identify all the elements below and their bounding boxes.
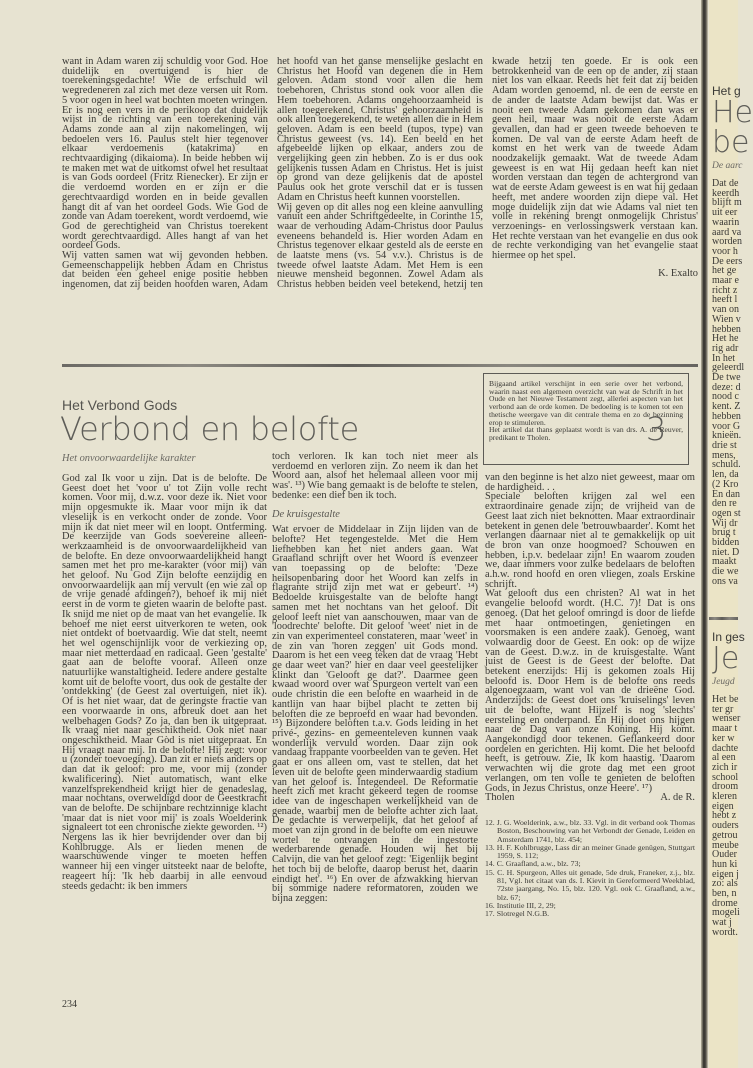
next-page-text-line: brug t (712, 527, 736, 539)
previous-article-body (62, 57, 698, 362)
next-page-text-line: getrou (712, 829, 738, 841)
next-page-text-line: deze: d (712, 381, 741, 393)
next-page-text-line: heeft l (712, 294, 738, 306)
paragraph: Wat ervoer de Middelaar in Zijn lijden van de belofte? Het tegengestelde. Met die Hem liefhebben kan het niet anders gaan. Wat Graafland schrijft over het Woord is evenzeer van toepassing op de belofte: 'Deze heilsopenbaring door het Woord kan zelfs in flagrante strijd zijn met wat er gebeurt'. ¹⁴) Bedoelde kruisgestalte van de belofte hangt samen met het nochtans van het geloof. Dit geloof leeft niet van aanschouwen, maar van de 'loodrechte' belofte. Dit geloof 'weet' niet in de zin van experimenteel constateren, maar 'weet' in de zin van 'horen zeggen' uit Gods mond. Daarom is het een veeg teken dat de vraag 'Hebt ge daar weet van?' hier en daar veel geestelijker klinkt dan 'Gelooft ge dat?'. Daarmee geen kwaad woord over wat Spurgeon vertelt van een oude christin die een belofte en waarheid in de kantlijn van haar bijbel placht te zetten bij beloften die ze beproefd en waar had bevonden. ¹⁵) Bijzondere beloften t.a.v. Gods leiding in het privé-, gezins- en gemeenteleven kunnen vaak wonderlijk vervuld worden. Daar zijn ook vandaag frappante voorbeelden van te geven. Het gaat er ons alleen om, vast te stellen, dat het leven uit de belofte geen minderwaardig stadium van het geloof is. Integendeel. De Reformatie heeft zich met kracht gekeerd tegen de roomse idee van de ingeschapen werkelijkheid van de genade, waarbij men de belofte achter zich laat. De gedachte is verwerpelijk, dat het geloof af moet van zijn grond in de belofte om een nieuwe wortel te ontvangen in de ingestorte wederbarende genade. Houden wij het bij Calvijn, die van het geloof zegt: 'Eigenlijk begint het toch bij de belofte, daarop berust het, daarin eindigt het'. ¹⁶) En over de afzwakking hiervan bij sommige nadere reformatoren, zouden we bijna zeggen: (272, 524, 478, 904)
paragraph: van den beginne is het alzo niet geweest, maar om de hardigheid. . . (485, 472, 695, 493)
next-page-text-line: nood c (712, 391, 739, 403)
article-column-2 (272, 452, 478, 904)
next-page-text-line: Ouder (712, 849, 737, 861)
next-page-text-line: uit eer (712, 207, 738, 219)
next-page-text-line: Wien v (712, 313, 741, 325)
next-page-text-line: maar e (712, 275, 739, 287)
next-page-text-line: al een (712, 752, 736, 764)
next-page-title: He (712, 95, 753, 130)
next-page-text-line: wordt. (712, 926, 738, 938)
next-page-text-line: De twe (712, 372, 741, 384)
paragraph: God zal Ik voor u zijn. Dat is de belofte. De Geest doet het 'voor u' tot Zijn volle recht komen. Voor mij, d.w.z. voor deze ik. Niet voor mijn opgesmukte ik. Maar voor mijn ik dat vleselijk is en verkocht onder de zonde. Voor mijn ik dat niet meer wil en loopt. Ontferming. De keerzijde van Gods soevereine alleen-werkzaamheid is de onvoorwaardelijkheid van de belofte. En deze onvoorwaardelijkheid hangt samen met het pro me-karakter (voor mij) van het geloof. Nu God Zijn belofte eenzijdig en onvoorwaardelijk aan mij vervult (en wie zal op de vrije genade afdingen?), behoef ik mij niet eerst in de vorm te gieten waarin de belofte past. Ik snijd me niet op de maat van het evangelie. Ik behoef me niet eerst uitverkoren te weten, ook niet ontdekt of boetvaardig. Wie dat stelt, neemt het wel ogenschijnlijk voor de verkiezing op, maar niet metterdaad en radicaal. Geen 'gestalte' gaat aan de belofte vooraf. Alleen onze natuurlijke wanstaltigheid. Iedere andere gestalte komt uit de belofte voort, dus ook de gestalte der 'ontdekking' (de Geest zal overtuigen, niet ik). Of is het niet waar, dat de geringste fractie van een voorwaarde in ons, afbreuk doet aan het welbehagen Gods? Zo ja, dan ben ik uitgepraat. Ik vraag niet naar geschiktheid. Ook niet naar ongeschiktheid. Maar Gòd is niet uitgepraat. En Hij vraagt naar mij. In de belofte! Hij zegt: voor u (zonder toevoeging). Dan zit er niets anders op dan dat ik geloof: pro me, voor mij (zonder kwalificering). Niet automatisch, want elke vanzelfsprekendheid krijgt hier de genadeslag, maar nochtans, overweldigd door de Geestkracht van de belofte. De schijnbare rechtzinnige klacht 'maar dat is niet voor mij' is zoals Woelderink signaleert tot een chronische ziekte geworden. ¹²) Nergens las ik hier bevrijdender over dan bij Kohlbrugge. Als er lieden menen de waarschuwende vinger te moeten heffen wanneer hij een vinger uitsteekt naar de belofte, reageert hij: 'Ik heb daarbij in alle eenvoud steeds gedacht: ik ben immers (62, 473, 267, 892)
next-page-text-line: hebt z (712, 810, 737, 822)
footnote: 15. C. H. Spurgeon, Alles uit genade, 5de druk, Franeker, z.j., blz. 81, Vgl. het citaat van ds. I. Kievit in Gereformeerd Weekblad, 72ste jaargang, No. 15, blz. 120. Vgl. ook C. Graafland, a.w., blz. 67; (485, 867, 695, 902)
next-page-text-line: En dan (712, 488, 741, 500)
next-page-text-line: aard va (712, 226, 742, 238)
paragraph: Wat gelooft dus een christen? Al wat in het evangelie beloofd wordt. (H.C. 7)! Dat is ons genoeg. (Dat het geloof omringd is door de liefde met haar ontmoetingen, genietingen en voorsmaken is een andere zaak). Genoeg, want volwaardig door de Geest. En ook: op de wijze van de Geest. D.w.z. in de kruisgestalte. Want juist de Geest is de Geest der belofte. Dat betekent enerzijds: Hij is gekomen zoals Hij beloofd is. Door Hem is de belofte ons reeds algenoegzaam, want vol van de drieëne God. Anderzijds: de Geest doet ons 'kruiselings' leven uit de belofte, want Hijzelf is nog 'slechts' eersteling en onderpand. En Hij doet ons hijgen naar de Dag van onze Koning. Hij komt. Aangekondigd door tekenen. Geflankeerd door oordelen en gerichten. Hij komt. Die het beloofd heeft, is getrouw. Zie, Ik kom haastig. 'Daarom verwachten wij die grote dag met een groot verlangen, om ten volle te genieten de beloften Gods, in Jezus Christus, onze Heere'. ¹⁷) (485, 588, 695, 794)
next-page-text-line: De eers (712, 255, 743, 267)
next-page-article-2 (712, 630, 745, 938)
next-page-text-line: meube (712, 839, 739, 851)
footnote: 17. Slotregel N.G.B. (485, 909, 550, 919)
footnote: 16. Institutie III, 2, 29; (485, 900, 556, 910)
next-page-text-line: In het (712, 352, 736, 364)
next-page-subtitle: De aarc (712, 161, 743, 171)
next-page-text-line: schuld. (712, 459, 741, 471)
next-page-text-line: mogeli (712, 907, 740, 919)
next-page-edge (709, 0, 753, 1068)
next-page-text-line: len, da (712, 469, 739, 481)
signature-line (485, 793, 695, 803)
book-gutter (701, 0, 708, 1068)
next-page-text-line: kent. Z (712, 401, 741, 413)
info-box-text: Bijgaand artikel verschijnt in een serie over het verbond, waarin naast een algemeen overzicht van wat de Schrift in het Oude en het Nieuwe Testament zegt, allerlei aspecten van het verbond aan de orde komen. De bedoeling is te komen tot een thetische weergave van dit centrale thema en zo de bezinning erop te stimuleren. (489, 379, 683, 427)
paragraph: Wij geven op dit alles nog een kleine aanvulling vanuit een ander Schriftgedeelte, in Corinthe 15, waar de verhouding Adam-Christus door Paulus eveneens behandeld is. Hier worden Adam en Christus tegenover elkaar gesteld als de eerste en de laatste mens (vs. 54 v.v.). Christus is de tweede ofwel laatste Adam. Met Hem is een nieuwe mensheid begonnen. Zowel Adam als Christus hebben beiden veel betekend, hetzij ten kwade hetzij ten goede. Er is ook een betrokkenheid van de een op de ander, zij staan niet los van elkaar. Reeds het feit dat zij beiden Adam worden genoemd, nl. de een de eerste en de ander de laatste Adam bewijst dat. Was er nooit een tweede Adam gekomen dan was er geen heil, maar was nooit de eerste Adam gevallen, dan had er geen tweede behoeven te komen. De val van de eerste Adam heeft de komst en het werk van de tweede Adam noodzakelijk gemaakt. Wat de tweede Adam geweest is en wat Hij gedaan heeft kan niet worden verstaan dan tegen de achtergrond van wat de eerste Adam geweest is en wat hij gedaan heeft, met andere woorden zijn diepe val. Het moge duidelijk zijn dat wie Adams val niet ten volle in rekening brengt onmogelijk Christus' verzoenings- en verlossingswerk verstaan kan. Het rechte verstaan van het evangelie en dus ook de rechte verkondiging van het evangelie staat hiermee op het spel. (277, 56, 698, 291)
part-number: 3 (646, 410, 667, 448)
next-page-text-line: keerdh (712, 187, 740, 199)
author-signature: K. Exalto (658, 267, 698, 279)
next-page-text-line: voor G (712, 420, 741, 432)
next-page-text-line: het ge (712, 265, 737, 277)
article-title: Verbond en belofte (60, 410, 360, 448)
next-page-text-line: dachte (712, 742, 739, 754)
next-page-text-line: droom (712, 781, 739, 793)
next-page-text-line: voor h (712, 245, 738, 257)
next-page-text-line: worden (712, 236, 742, 248)
next-page-text-line: maakt (712, 556, 737, 568)
next-page-text-line: (2 Kro (712, 478, 739, 490)
info-box-text: Het artikel dat thans geplaatst wordt is van drs. A. de Reuver, predikant te Tholen. (489, 425, 683, 442)
next-page-text-line: zo: als (712, 878, 738, 890)
series-label: Het Verbond Gods (62, 397, 178, 413)
next-page-text-line: Dat de (712, 178, 739, 189)
next-page-text-line: Het be (712, 694, 739, 705)
footnote: 14. C. Graafland, a.w., blz. 73; (485, 859, 581, 869)
next-page-text-line: waarin (712, 216, 740, 228)
next-page-text-line: ter gr (712, 703, 734, 715)
next-page-text-line: hun ki (712, 858, 738, 870)
next-page-text-line: mens, (712, 449, 736, 461)
next-page-text-line: knieën. (712, 430, 742, 442)
next-page-text-line: eigen j (712, 868, 739, 880)
next-page-text-line: ben, n (712, 888, 737, 900)
next-page-text-line: Wij dr (712, 517, 738, 529)
page-number: 234 (62, 999, 77, 1010)
paragraph: toch verloren. Ik kan toch niet meer als verdoemd en verloren zijn. Zo neem ik dan het Woord aan, alsof het helemaal alleen voor mij was'. ¹³) Wie bang gemaakt is de belofte te stelen, bedenke: een dief ben ik toch. (272, 451, 478, 501)
paragraph: Wij vatten samen wat wij gevonden hebben. Gemeenschappelijk hebben Adam en Christus dat beiden een geheel enige positie hebben ingenomen, dat zij beiden hoofden waren, Adam het hoofd van het ganse menselijke geslacht en Christus het Hoofd van degenen die in Hem geloven. Adam stond voor allen die hem toebehoren, Christus stond ook voor allen die Hem toebehoren. Adams ongehoorzaamheid is allen toegerekend, Christus' gehoorzaamheid is ook allen toegerekend, te weten allen die in Hem geloven. Adam is een beeld (tupos, type) van Christus geweest (vs. 14). Een beeld en het afgebeelde lijken op elkaar, anders zou de vergelijking geen zin hebben. Zo is er dus ook gelijkenis tussen Adam en Christus. Het is juist op grond van deze gelijkenis dat de apostel Paulus ook het grote verschil dat er is tussen Adam en Christus heeft kunnen voorstellen. (62, 56, 483, 291)
footnote: 13. H. F. Kohlbrugge, Lass dir an meiner Gnade genügen, Stuttgart 1959, S. 112; (485, 842, 695, 861)
next-page-text-line: geleerdl (712, 362, 745, 374)
next-page-text-line: ker w (712, 732, 735, 744)
next-page-text-line: drome (712, 897, 738, 909)
next-page-text-line: van on (712, 304, 739, 316)
paragraph: Er is nog een vers in de perikoop dat duidelijk wijst in de richting van een toerekening van Adams zonde aan al zijn nakomelingen, wij bedoelen vers 16. Paulus stelt hier tegenover elkaar verdoemenis (katakrima) en rechtvaardiging (dikaioma). In beide hebben wij te maken met wat de uitkomst ofwel het resultaat is van Gods oordeel (Fritz Rienecker). Er zijn er die verdoemd worden en er zijn er die gerechtvaardigd worden en in beide gevallen hangt dit af van het oordeel Gods. Wie God de zonde van Adam toerekent, wordt verdoemd, wie God de gerechtigheid van Christus toerekent wordt gerechtvaardigd. Alles hangt af van het oordeel Gods. (62, 104, 268, 252)
next-page-text-line: Het he (712, 333, 739, 345)
next-page-text-line: hebben (712, 410, 741, 422)
next-page-text-line: bidden (712, 537, 740, 549)
next-page-text-line: ons va (712, 575, 738, 587)
next-page-subtitle: Jeugd (712, 677, 735, 687)
next-page-text-line: niet. D (712, 546, 740, 558)
next-page-text-line: rig adr (712, 342, 739, 354)
info-box (483, 373, 689, 465)
section-heading: De kruisgestalte (272, 508, 340, 520)
next-page-text-line: blijft m (712, 197, 742, 209)
footnote: 12. J. G. Woelderink, a.w., blz. 33. Vgl. in dit verband ook Thomas Boston, Beschouwing van het Verbondt der Genade, Leiden en Amsterdam 1741, blz. 454; (485, 817, 695, 844)
paragraph: want in Adam waren zij schuldig voor God. Hoe duidelijk en overtuigend is hier de toerekeningsgedachte! Wie de erfschuld wil wegredeneren zal zich met deze versen uit Rom. 5 voor ogen in heel wat bochten moeten wringen. (62, 56, 268, 106)
next-page-text-line: school (712, 771, 739, 783)
article-column-1 (62, 474, 267, 891)
next-page-text-line: die we (712, 566, 739, 578)
place: Tholen (485, 792, 515, 804)
next-page-text-line: kleren (712, 791, 737, 803)
article-subtitle: Het onvoorwaardelijke karakter (62, 453, 196, 464)
next-page-kicker: Het g (712, 84, 741, 98)
paragraph: Speciale beloften krijgen zal wel een extraordinaire genade zijn; de vrijheid van de Geest laat zich niet beknotten. Maar extraordinair betekent in genen dele 'betrouwbaarder'. Komt het verlangen daarnaar niet al te gemakkelijk op uit de bron van onze hoogmoed? Schouwen en hebben, i.p.v. bedelaar zijn! En waarom zouden we, daar immers voor zulke bedelaars de beloften a.h.w. rond hoofd en oren vliegen, zoals Erskine schrijft. (485, 491, 695, 590)
next-page-text-line: ouders (712, 820, 739, 832)
next-page-text-line: ogen st (712, 507, 741, 519)
author-initials: A. de R. (660, 792, 695, 804)
next-page-text-line: den re (712, 498, 737, 510)
next-page-title: Je (712, 641, 740, 676)
next-page-title: be (712, 125, 750, 160)
next-page-text-line: eigen (712, 800, 734, 812)
footnotes (485, 819, 695, 919)
next-page-kicker: In ges (712, 630, 745, 644)
next-page-text-line: richt z (712, 284, 738, 296)
section-divider (62, 364, 698, 367)
next-page-text-line: maar t (712, 723, 738, 735)
next-page-text-line: zich ir (712, 761, 738, 773)
next-page-text-line: drie st (712, 439, 737, 451)
next-page-text-line: wat j (712, 917, 732, 929)
next-page-divider (709, 617, 738, 620)
next-page-text-line: wenser (712, 713, 741, 725)
next-page-article-1 (712, 84, 753, 587)
article-column-3 (485, 473, 695, 918)
next-page-text-line: hebben (712, 323, 741, 335)
